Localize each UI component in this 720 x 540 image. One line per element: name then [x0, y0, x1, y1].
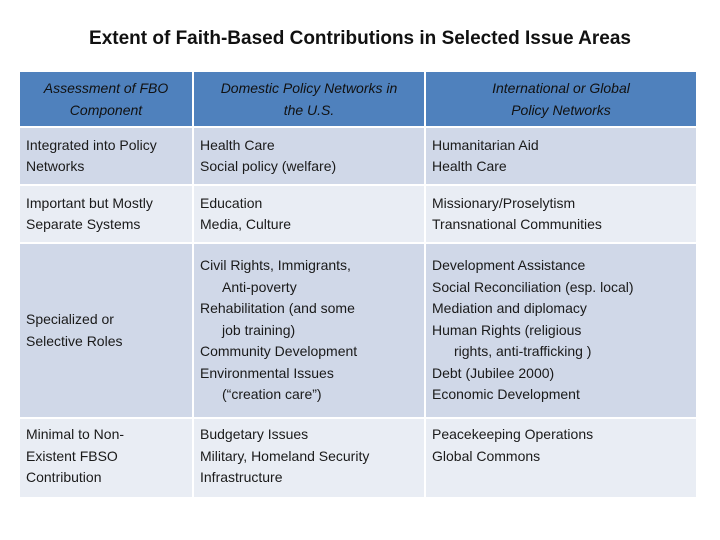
cell-line: Contribution — [26, 469, 102, 485]
cell-line: Important but Mostly — [26, 194, 153, 211]
cell-line: Community Development — [200, 343, 358, 360]
international-cell — [426, 244, 696, 417]
cell-line: Global Commons — [432, 447, 541, 464]
cell-line: Debt (Jubilee 2000) — [432, 364, 555, 381]
cell-line: Education — [200, 194, 263, 211]
cell-line: Social policy (welfare) — [200, 158, 337, 174]
international-cell — [426, 128, 696, 184]
domestic-cell — [194, 244, 424, 417]
domestic-cell — [194, 419, 424, 497]
page-title: Extent of Faith-Based Contributions in Selected Issue Areas — [89, 28, 631, 49]
cell-line: (“creation care”) — [222, 386, 322, 403]
header-international — [426, 72, 696, 126]
table-row — [20, 419, 696, 497]
assessment-cell — [20, 128, 192, 184]
header-line: Policy Networks — [511, 102, 611, 118]
cell-line: Peacekeeping Operations — [432, 426, 594, 442]
cell-line: Military, Homeland Security — [200, 447, 370, 464]
cell-line: Humanitarian Aid — [432, 136, 539, 153]
cell-line: Media, Culture — [200, 216, 292, 232]
international-cell — [426, 419, 696, 497]
cell-line: Development Assistance — [432, 257, 586, 274]
international-cell — [426, 186, 696, 242]
table-row — [20, 186, 696, 242]
cell-line: Networks — [26, 158, 85, 174]
cell-line: rights, anti-trafficking ) — [454, 343, 592, 360]
cell-line: Rehabilitation (and some — [200, 300, 355, 317]
table-row — [20, 128, 696, 184]
cell-line: Existent FBSO — [26, 447, 118, 464]
header-line: International or Global — [492, 80, 630, 96]
assessment-cell — [20, 244, 192, 417]
cell-line: Human Rights (religious — [432, 321, 582, 338]
cell-line: Infrastructure — [200, 469, 283, 485]
assessment-cell — [20, 186, 192, 242]
cell-line: job training) — [222, 321, 296, 338]
cell-line: Mediation and diplomacy — [432, 300, 587, 317]
cell-line: Selective Roles — [26, 332, 123, 349]
assessment-cell — [20, 419, 192, 497]
cell-line: Budgetary Issues — [200, 426, 309, 442]
header-line: Assessment of FBO — [43, 80, 169, 96]
cell-line: Minimal to Non- — [26, 426, 125, 442]
issue-areas-table — [18, 70, 698, 499]
header-row — [20, 72, 696, 126]
cell-line: Integrated into Policy — [26, 136, 157, 153]
cell-line: Health Care — [200, 136, 275, 153]
cell-line: Missionary/Proselytism — [432, 194, 576, 211]
cell-line: Transnational Communities — [432, 216, 602, 232]
cell-line: Separate Systems — [26, 216, 141, 232]
header-line: Domestic Policy Networks in — [220, 80, 398, 96]
cell-line: Economic Development — [432, 386, 580, 403]
cell-line: Environmental Issues — [200, 364, 334, 381]
table-row — [20, 244, 696, 417]
cell-line: Specialized or — [26, 311, 114, 327]
header-assessment — [20, 72, 192, 126]
cell-line: Civil Rights, Immigrants, — [200, 257, 351, 274]
cell-line: Health Care — [432, 158, 507, 174]
cell-line: Anti-poverty — [222, 278, 297, 295]
header-domestic — [194, 72, 424, 126]
cell-line: Social Reconciliation (esp. local) — [432, 278, 634, 295]
header-line: the U.S. — [283, 102, 335, 118]
header-line: Component — [69, 102, 143, 118]
domestic-cell — [194, 186, 424, 242]
domestic-cell — [194, 128, 424, 184]
